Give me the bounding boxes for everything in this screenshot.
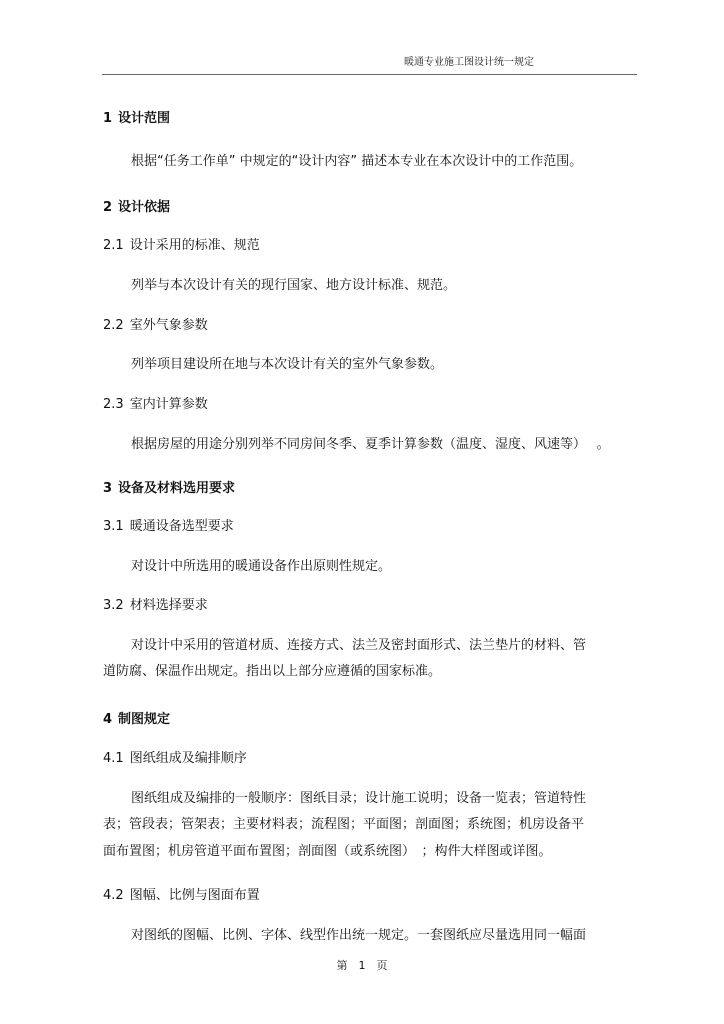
paragraph-3-2-line-2: 道防腐、保温作出规定。指出以上部分应遵循的国家标准。 bbox=[103, 664, 442, 679]
paragraph-3-1: 对设计中所选用的暖通设备作出原则性规定。 bbox=[131, 559, 392, 574]
paragraph-2-3: 根据房屋的用途分别列举不同房间冬季、夏季计算参数（温度、湿度、风速等） 。 bbox=[131, 437, 610, 452]
section-number: 4.1 bbox=[103, 751, 124, 766]
section-title: 暖通设备选型要求 bbox=[129, 519, 234, 534]
paragraph-4-2-line-1: 对图纸的图幅、比例、字体、线型作出统一规定。一套图纸应尽量选用同一幅面 bbox=[131, 928, 587, 943]
section-title: 设计依据 bbox=[118, 200, 171, 215]
section-title: 制图规定 bbox=[118, 712, 171, 727]
section-number: 1 bbox=[103, 111, 113, 126]
section-title: 设计采用的标准、规范 bbox=[129, 238, 260, 253]
paragraph-2-2: 列举项目建设所在地与本次设计有关的室外气象参数。 bbox=[131, 357, 444, 372]
section-4-heading bbox=[103, 711, 170, 729]
section-number: 3.2 bbox=[103, 598, 124, 613]
header-rule bbox=[102, 74, 637, 75]
section-2-1-heading bbox=[103, 237, 260, 255]
section-2-3-heading bbox=[103, 396, 208, 414]
section-3-2-heading bbox=[103, 597, 208, 615]
section-number: 2.3 bbox=[103, 397, 124, 412]
paragraph-4-1-line-3: 面布置图；机房管道平面布置图；剖面图（或系统图） ；构件大样图或详图。 bbox=[103, 844, 552, 859]
section-2-heading bbox=[103, 199, 170, 217]
section-3-1-heading bbox=[103, 518, 234, 536]
section-title: 图纸组成及编排顺序 bbox=[129, 751, 247, 766]
paragraph-4-1-line-2: 表；管段表；管架表；主要材料表；流程图；平面图；剖面图；系统图；机房设备平 bbox=[103, 817, 585, 832]
section-number: 2 bbox=[103, 200, 113, 215]
section-title: 室内计算参数 bbox=[129, 397, 208, 412]
section-4-1-heading bbox=[103, 750, 247, 768]
section-title: 设备及材料选用要求 bbox=[118, 481, 236, 496]
section-number: 4 bbox=[103, 712, 113, 727]
page-header-title: 暖通专业施工图设计统一规定 bbox=[404, 57, 534, 68]
section-number: 2.1 bbox=[103, 238, 124, 253]
section-number: 3.1 bbox=[103, 519, 124, 534]
section-title: 室外气象参数 bbox=[129, 318, 208, 333]
section-1-heading bbox=[103, 110, 170, 128]
section-number: 3 bbox=[103, 481, 113, 496]
section-number: 2.2 bbox=[103, 318, 124, 333]
paragraph-1: 根据“任务工作单” 中规定的“设计内容” 描述本专业在本次设计中的工作范围。 bbox=[131, 154, 583, 169]
section-number: 4.2 bbox=[103, 888, 124, 903]
page-number: 第 1 页 bbox=[336, 959, 388, 972]
paragraph-4-1-line-1: 图纸组成及编排的一般顺序：图纸目录；设计施工说明；设备一览表；管道特性 bbox=[131, 791, 587, 806]
section-title: 材料选择要求 bbox=[129, 598, 208, 613]
paragraph-3-2-line-1: 对设计中采用的管道材质、连接方式、法兰及密封面形式、法兰垫片的材料、管 bbox=[131, 638, 587, 653]
section-title: 设计范围 bbox=[118, 111, 171, 126]
section-4-2-heading bbox=[103, 887, 260, 905]
section-2-2-heading bbox=[103, 317, 208, 335]
paragraph-2-1: 列举与本次设计有关的现行国家、地方设计标准、规范。 bbox=[131, 278, 457, 293]
section-3-heading bbox=[103, 480, 235, 498]
section-title: 图幅、比例与图面布置 bbox=[129, 888, 260, 903]
